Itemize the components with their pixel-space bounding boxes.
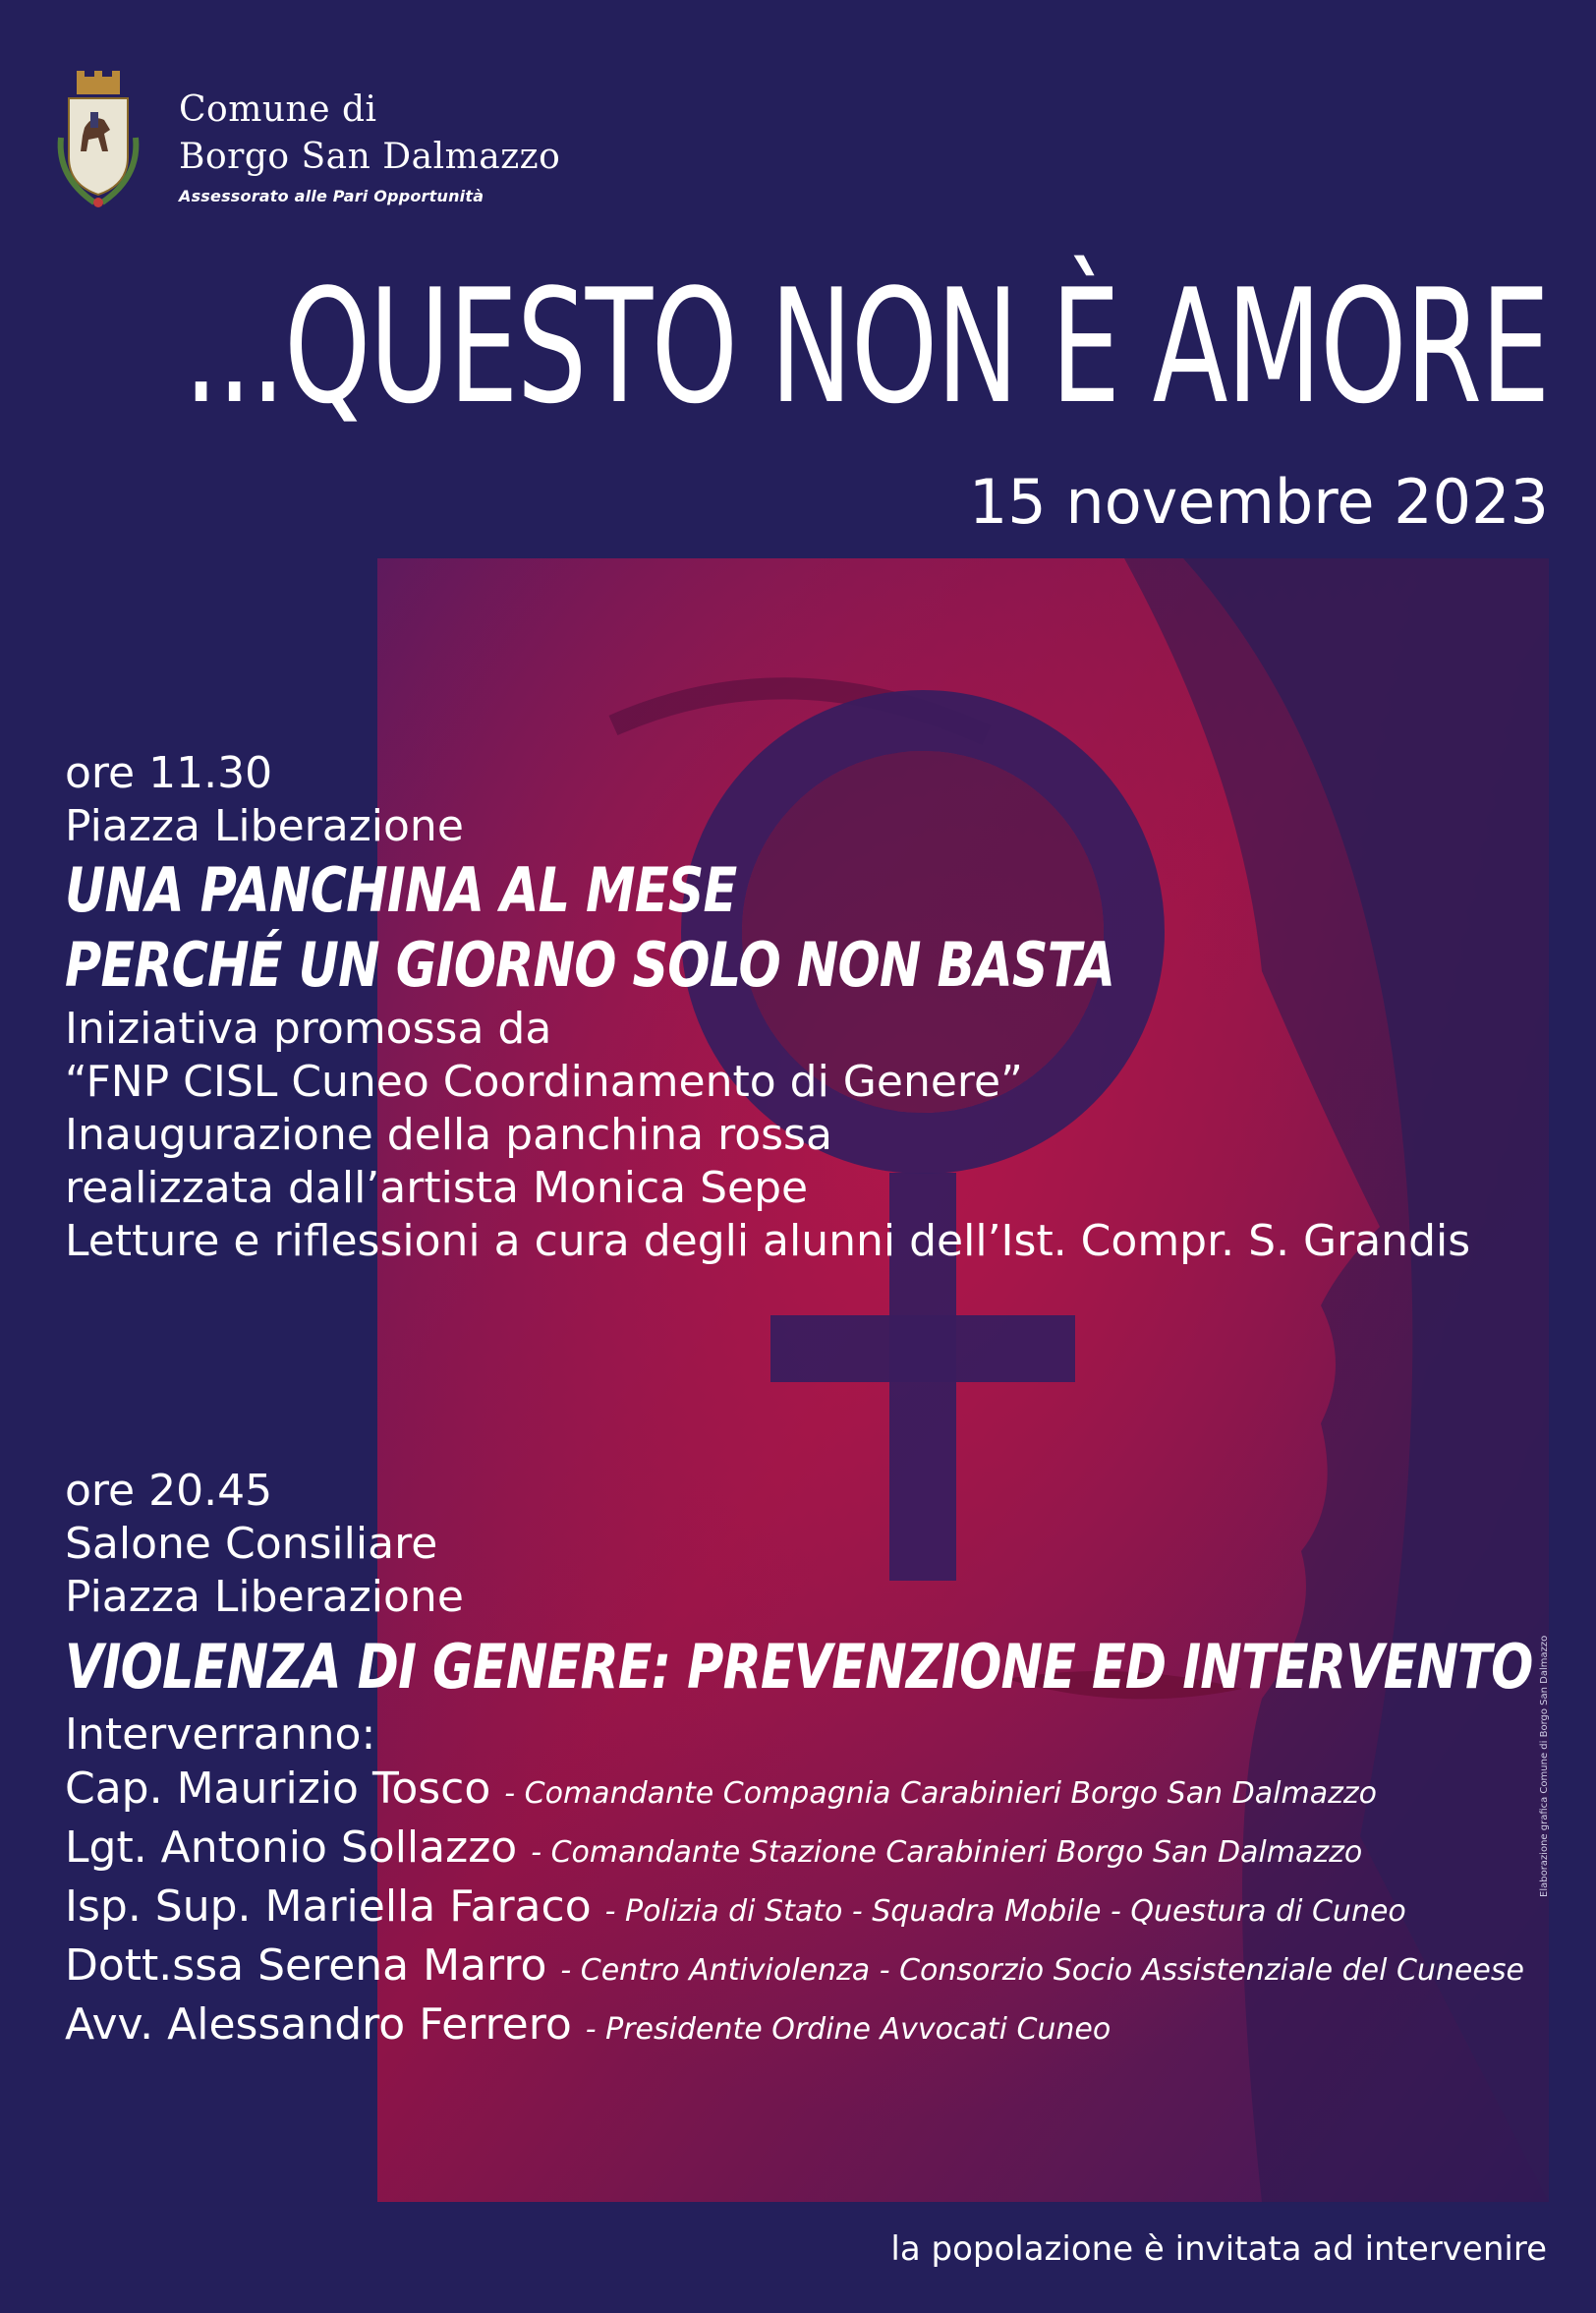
speaker-name: Cap. Maurizio Tosco — [65, 1764, 491, 1814]
graphic-credit: Elaborazione grafica Comune di Borgo San Dalmazzo — [1539, 1635, 1550, 1897]
speaker-role: - Comandante Stazione Carabinieri Borgo San Dalmazzo — [531, 1835, 1363, 1870]
event-evening-headline: VIOLENZA DI GENERE: PREVENZIONE ED INTERVENTO — [65, 1631, 1533, 1703]
speaker-role: - Presidente Ordine Avvocati Cuneo — [585, 2012, 1112, 2047]
invitation-footer: la popolazione è invitata ad intervenire — [890, 2229, 1547, 2269]
event-morning-detail: Inaugurazione della panchina rossa — [65, 1110, 832, 1160]
speaker-role: - Polizia di Stato - Squadra Mobile - Questura di Cuneo — [604, 1894, 1406, 1929]
speaker-item — [65, 1762, 1596, 1821]
event-evening-place-line2: Piazza Liberazione — [65, 1572, 464, 1622]
speaker-name: Avv. Alessandro Ferrero — [65, 1999, 572, 2050]
poster-title: ...QUESTO NON È AMORE — [183, 255, 1549, 438]
event-morning-detail: Iniziativa promossa da — [65, 1004, 552, 1054]
event-morning-detail: “FNP CISL Cuneo Coordinamento di Genere” — [65, 1057, 1023, 1107]
event-evening-place-line1: Salone Consiliare — [65, 1519, 438, 1569]
event-evening — [65, 1465, 1596, 2056]
municipality-name-line1: Comune di — [179, 89, 377, 130]
event-morning-detail: Letture e riflessioni a cura degli alunni dell’Ist. Compr. S. Grandis — [65, 1216, 1471, 1266]
speakers-intro: Interverranno: — [65, 1709, 376, 1760]
event-morning-place: Piazza Liberazione — [65, 801, 464, 851]
speaker-name: Dott.ssa Serena Marro — [65, 1940, 547, 1991]
event-date: 15 novembre 2023 — [968, 466, 1549, 538]
speaker-item — [65, 1821, 1596, 1879]
event-evening-time: ore 20.45 — [65, 1466, 273, 1516]
coat-of-arms-icon — [51, 69, 145, 212]
event-morning-time: ore 11.30 — [65, 748, 273, 798]
speaker-role: - Centro Antiviolenza - Consorzio Socio Assistenziale del Cuneese — [560, 1953, 1524, 1988]
municipality-header — [179, 87, 560, 205]
event-morning-headline-line1: UNA PANCHINA AL MESE — [65, 854, 737, 926]
event-morning-detail: realizzata dall’artista Monica Sepe — [65, 1163, 809, 1213]
speaker-item — [65, 1997, 1596, 2056]
municipality-name-line2: Borgo San Dalmazzo — [179, 137, 561, 177]
speaker-name: Lgt. Antonio Sollazzo — [65, 1822, 518, 1873]
event-morning — [65, 747, 1470, 1268]
speaker-item — [65, 1879, 1596, 1938]
event-morning-headline-line2: PERCHÉ UN GIORNO SOLO NON BASTA — [65, 929, 1115, 1001]
department-name: Assessorato alle Pari Opportunità — [179, 187, 484, 205]
speaker-name: Isp. Sup. Mariella Faraco — [65, 1881, 592, 1932]
speaker-role: - Comandante Compagnia Carabinieri Borgo San Dalmazzo — [504, 1776, 1377, 1811]
speaker-item — [65, 1938, 1596, 1997]
